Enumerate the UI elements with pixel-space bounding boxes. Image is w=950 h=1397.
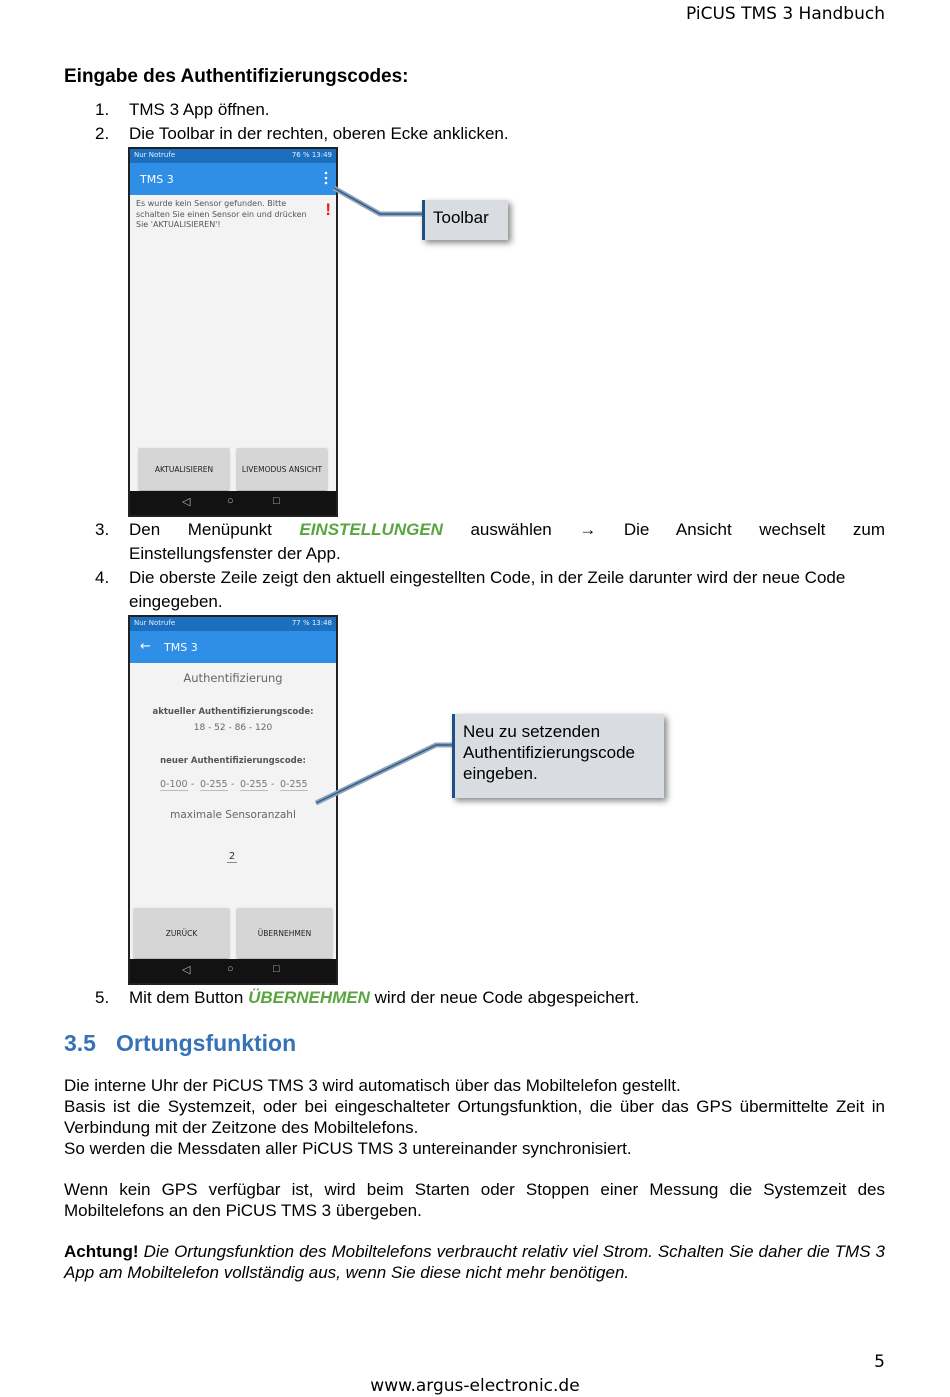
warning-text: Die Ortungsfunktion des Mobiltelefons verbraucht relativ viel Strom. Schalten Sie daher die TMS 3 App am Mobiltelefon vollständig aus, wenn Sie diese nicht mehr benötigen. (64, 1242, 885, 1282)
new-code-label: neuer Authentifizierungscode: (160, 756, 306, 766)
list-number: 2. (95, 124, 110, 143)
button-highlight: ÜBERNEHMEN (248, 988, 370, 1007)
refresh-button[interactable]: AKTUALISIEREN (139, 448, 229, 490)
code-separator: - (271, 779, 275, 790)
code-field-4[interactable]: 0-255 (280, 779, 308, 790)
paragraph-line: So werden die Messdaten aller PiCUS TMS 3 untereinander synchronisiert. (64, 1139, 632, 1158)
code-field-1[interactable]: 0-100 (160, 779, 188, 790)
paragraph-line: Basis ist die Systemzeit, oder bei eingeschalteter Ortungsfunktion, die über das GPS übermittelte Zeit in Verbindung mit der Zeitzone des Mobiltelefons. (64, 1097, 885, 1137)
list-text: Einstellungsfenster der App. (129, 544, 341, 563)
code-field-3[interactable]: 0-255 (240, 779, 268, 790)
code-separator: - (231, 779, 235, 790)
app-bar (130, 631, 336, 663)
apply-button[interactable]: ÜBERNEHMEN (237, 908, 332, 958)
text-fragment: wird der neue Code abgespeichert. (369, 988, 640, 1007)
app-title: TMS 3 (140, 173, 174, 186)
app-bar (130, 163, 336, 195)
list-number: 5. (95, 988, 110, 1007)
back-button[interactable]: ZURÜCK (134, 908, 229, 958)
list-text: Die oberste Zeile zeigt den aktuell eingestellten Code, in der Zeile darunter wird der neue Code eingegeben. (129, 568, 846, 611)
running-header: PiCUS TMS 3 Handbuch (685, 4, 885, 24)
status-bar (130, 149, 336, 163)
paragraph (64, 1075, 885, 1159)
new-code-callout: Neu zu setzenden Authentifizierungscode eingeben. (452, 714, 664, 798)
auth-section-title: Authentifizierung (183, 671, 283, 685)
section-title: Ortungsfunktion (116, 1030, 297, 1056)
toolbar-callout: Toolbar (422, 200, 508, 240)
alert-icon: ! (325, 200, 331, 219)
code-separator: - (191, 779, 195, 790)
current-code-label: aktueller Authentifizierungscode: (152, 707, 314, 717)
list-number: 4. (95, 568, 110, 587)
callout-connector (330, 180, 430, 230)
recent-nav-icon[interactable]: □ (273, 495, 280, 507)
list-text (129, 518, 885, 542)
callout-connector (310, 735, 460, 810)
text-fragment: Mit dem Button (129, 988, 249, 1007)
current-code-value: 18 - 52 - 86 - 120 (193, 723, 273, 733)
paragraph: Wenn kein GPS verfügbar ist, wird beim Starten oder Stoppen einer Messung die Systemzeit des Mobiltelefons an den PiCUS TMS 3 übergeben. (64, 1180, 885, 1220)
list-number: 3. (95, 520, 110, 539)
list-text: Die Toolbar in der rechten, oberen Ecke anklicken. (129, 124, 509, 143)
nav-bar (130, 959, 336, 983)
section-number: 3.5 (64, 1030, 96, 1056)
nav-bar (130, 491, 336, 515)
list-text (129, 986, 885, 1010)
home-nav-icon[interactable]: ○ (227, 495, 234, 507)
status-left: Nur Notrufe (134, 151, 176, 159)
warning-label: Achtung! (64, 1242, 139, 1261)
back-nav-icon[interactable]: ◁ (182, 964, 191, 976)
overflow-menu-icon[interactable] (322, 169, 330, 187)
page-number: 5 (874, 1352, 885, 1372)
status-bar (130, 617, 336, 631)
paragraph-line: Die interne Uhr der PiCUS TMS 3 wird automatisch über das Mobiltelefon gestellt. (64, 1076, 681, 1095)
subheading: Eingabe des Authentifizierungscodes: (64, 66, 409, 87)
text-fragment: auswählen → Die Ansicht wechselt zum (442, 520, 885, 539)
max-sensor-label: maximale Sensoranzahl (170, 809, 296, 821)
app-title: TMS 3 (164, 641, 198, 654)
status-right: 77 % 13:48 (291, 619, 332, 627)
app-screenshot-settings (128, 615, 338, 985)
back-nav-icon[interactable]: ◁ (182, 496, 191, 508)
list-text: TMS 3 App öffnen. (129, 100, 270, 119)
footer-url: www.argus-electronic.de (370, 1376, 580, 1396)
max-sensor-input[interactable]: 2 (228, 851, 236, 862)
home-nav-icon[interactable]: ○ (227, 963, 234, 975)
menu-highlight: EINSTELLUNGEN (299, 520, 443, 539)
list-number: 1. (95, 100, 110, 119)
text-fragment: Den Menüpunkt (129, 520, 300, 539)
status-left: Nur Notrufe (134, 619, 176, 627)
app-screenshot-main (128, 147, 338, 517)
warning-paragraph (64, 1241, 885, 1283)
live-mode-button[interactable]: LIVEMODUS ANSICHT (237, 448, 327, 490)
recent-nav-icon[interactable]: □ (273, 963, 280, 975)
no-sensor-message: Es wurde kein Sensor gefunden. Bitte schalten Sie einen Sensor ein und drücken Sie 'AKTUALISIEREN'! (136, 199, 307, 229)
section-heading (64, 1030, 296, 1057)
code-field-2[interactable]: 0-255 (200, 779, 228, 790)
back-arrow-icon[interactable]: ← (140, 639, 151, 654)
status-right: 76 % 13:49 (291, 151, 332, 159)
